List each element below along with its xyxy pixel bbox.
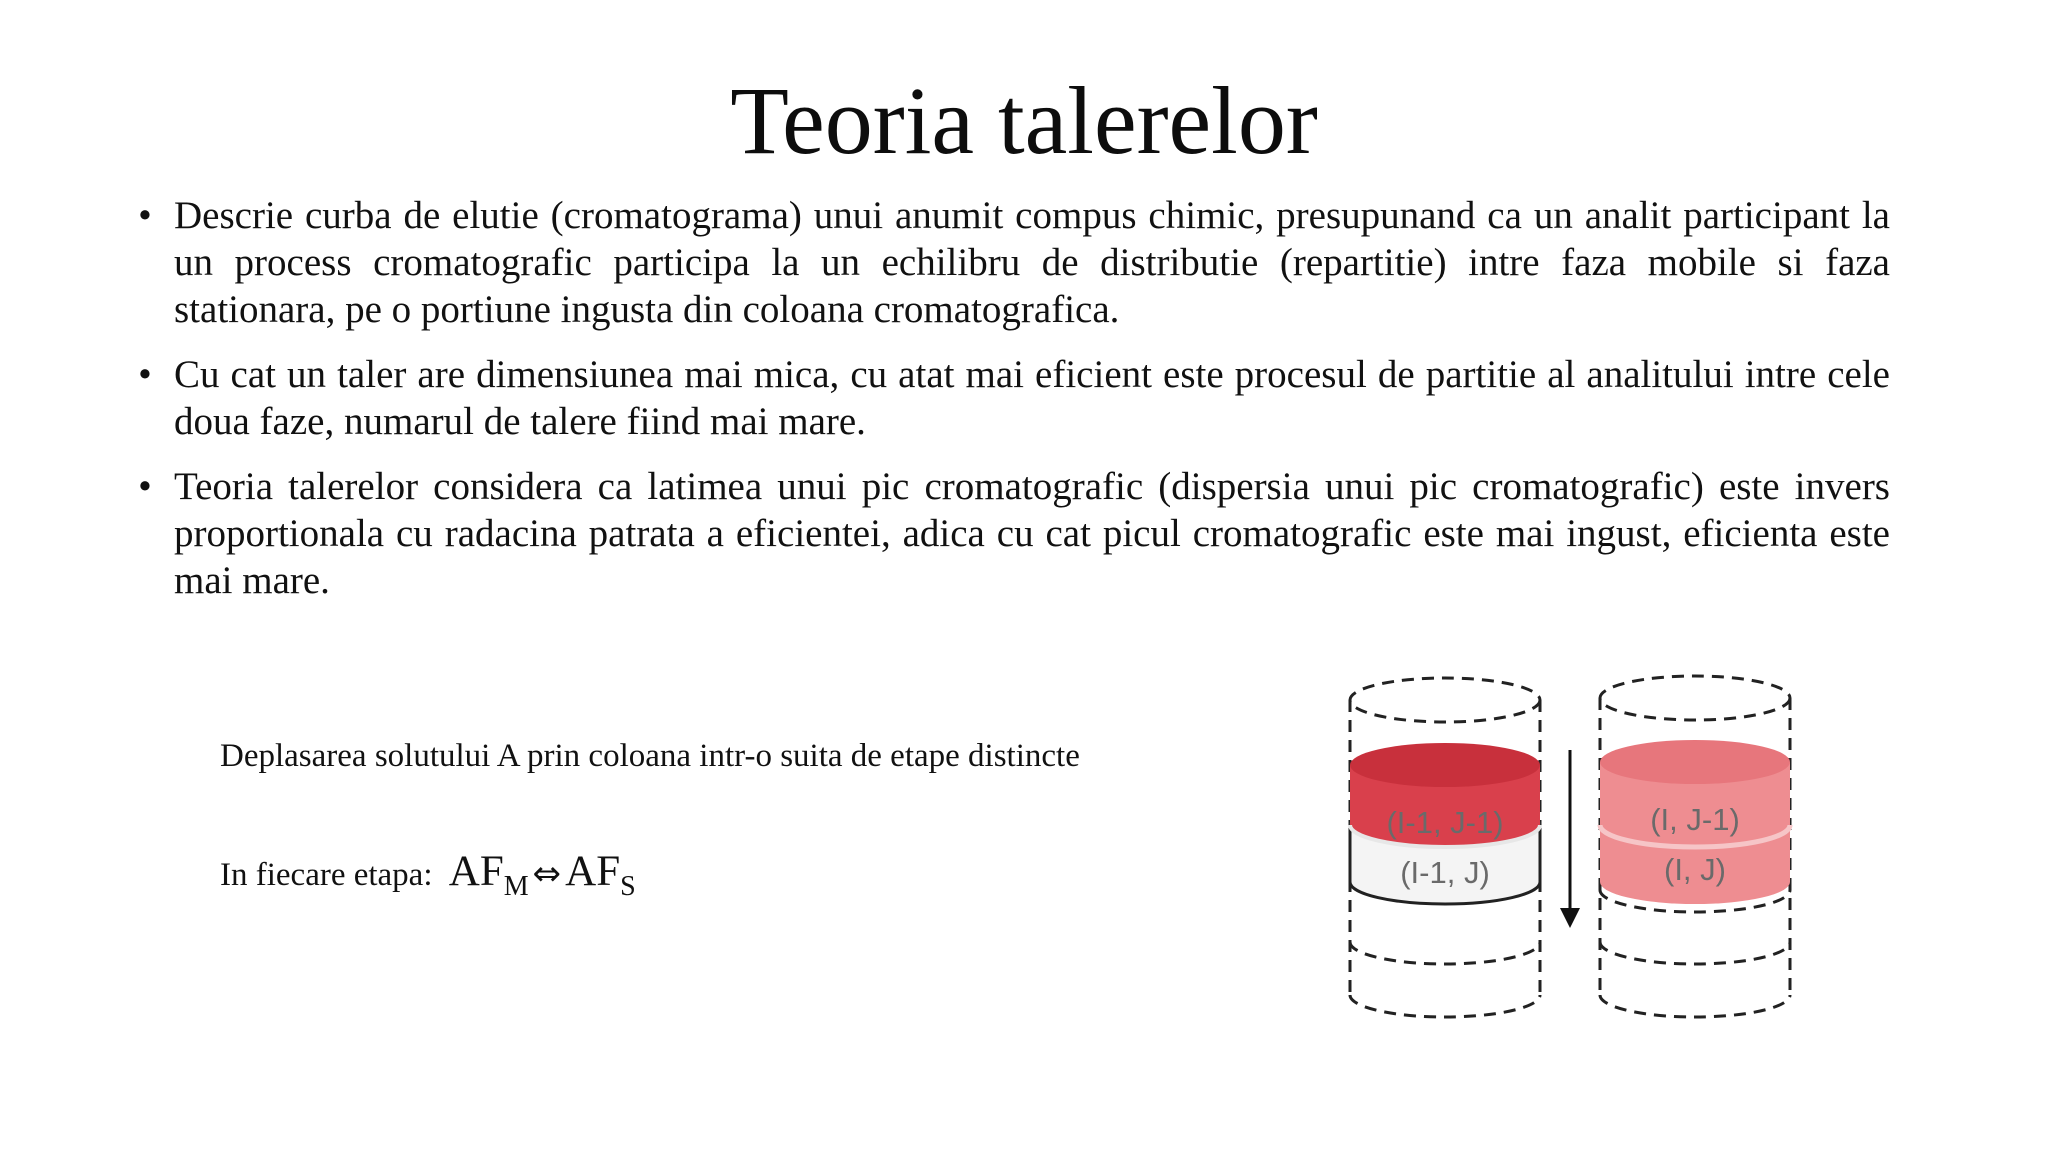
bullet-dot-icon: • bbox=[138, 465, 152, 508]
column-diagram bbox=[1240, 650, 1800, 1030]
left-column-bottom-rim bbox=[1350, 995, 1540, 1017]
right-column bbox=[1600, 676, 1790, 1017]
bullet-dot-icon: • bbox=[138, 194, 152, 237]
equation-prefix: In fiecare etapa: bbox=[220, 857, 433, 893]
bullet-list bbox=[130, 192, 1890, 622]
slide-title: Teoria talerelor bbox=[730, 67, 1318, 174]
left-column-top-rim bbox=[1350, 678, 1540, 722]
double-arrow-icon: ⇔ bbox=[532, 854, 562, 894]
equation-left-sub: M bbox=[503, 871, 529, 902]
left-column bbox=[1350, 678, 1540, 1017]
figure-caption: Deplasarea solutului A prin coloana intr-o suita de etape distincte bbox=[220, 738, 1080, 774]
equilibrium-equation bbox=[220, 848, 636, 911]
left-top-cell-surface bbox=[1350, 743, 1540, 787]
column-diagram-svg bbox=[1240, 650, 1800, 1030]
equation-right-sub: S bbox=[620, 871, 636, 902]
right-bottom-cell-label: (I, J) bbox=[1664, 852, 1726, 887]
equation-body bbox=[448, 848, 636, 902]
bullet-item bbox=[130, 351, 1890, 445]
down-arrow-icon bbox=[1560, 750, 1580, 928]
bullet-text: Cu cat un taler are dimensiunea mai mica, cu atat mai eficient este procesul de partitie al analitului intre cele doua faze, numarul de talere fiind mai mare. bbox=[174, 353, 1890, 443]
bullet-text: Descrie curba de elutie (cromatograma) unui anumit compus chimic, presupunand ca un analit participant la un process cromatografic participa la un echilibru de distributie (repartitie) intre faza mobile si faza stationara, pe o portiune ingusta din coloana cromatografica. bbox=[174, 194, 1890, 331]
right-column-bottom-rim bbox=[1600, 995, 1790, 1017]
bullet-text: Teoria talerelor considera ca latimea unui pic cromatografic (dispersia unui pic cromatografic) este invers proportionala cu radacina patrata a eficientei, adica cu cat picul cromatografic este mai ingust, eficienta este mai mare. bbox=[174, 465, 1890, 602]
bullet-item bbox=[130, 192, 1890, 333]
right-top-cell-label: (I, J-1) bbox=[1650, 802, 1740, 837]
left-bottom-cell-label: (I-1, J) bbox=[1400, 855, 1490, 890]
equation-left-base: AF bbox=[448, 848, 504, 895]
bullet-item bbox=[130, 463, 1890, 604]
equation-right-base: AF bbox=[565, 848, 621, 895]
right-column-top-rim bbox=[1600, 676, 1790, 720]
right-pink-surface bbox=[1600, 740, 1790, 784]
left-column-lower-rim bbox=[1350, 942, 1540, 964]
left-top-cell-label: (I-1, J-1) bbox=[1386, 805, 1504, 840]
bullet-dot-icon: • bbox=[138, 353, 152, 396]
right-column-lower-rim bbox=[1600, 942, 1790, 964]
